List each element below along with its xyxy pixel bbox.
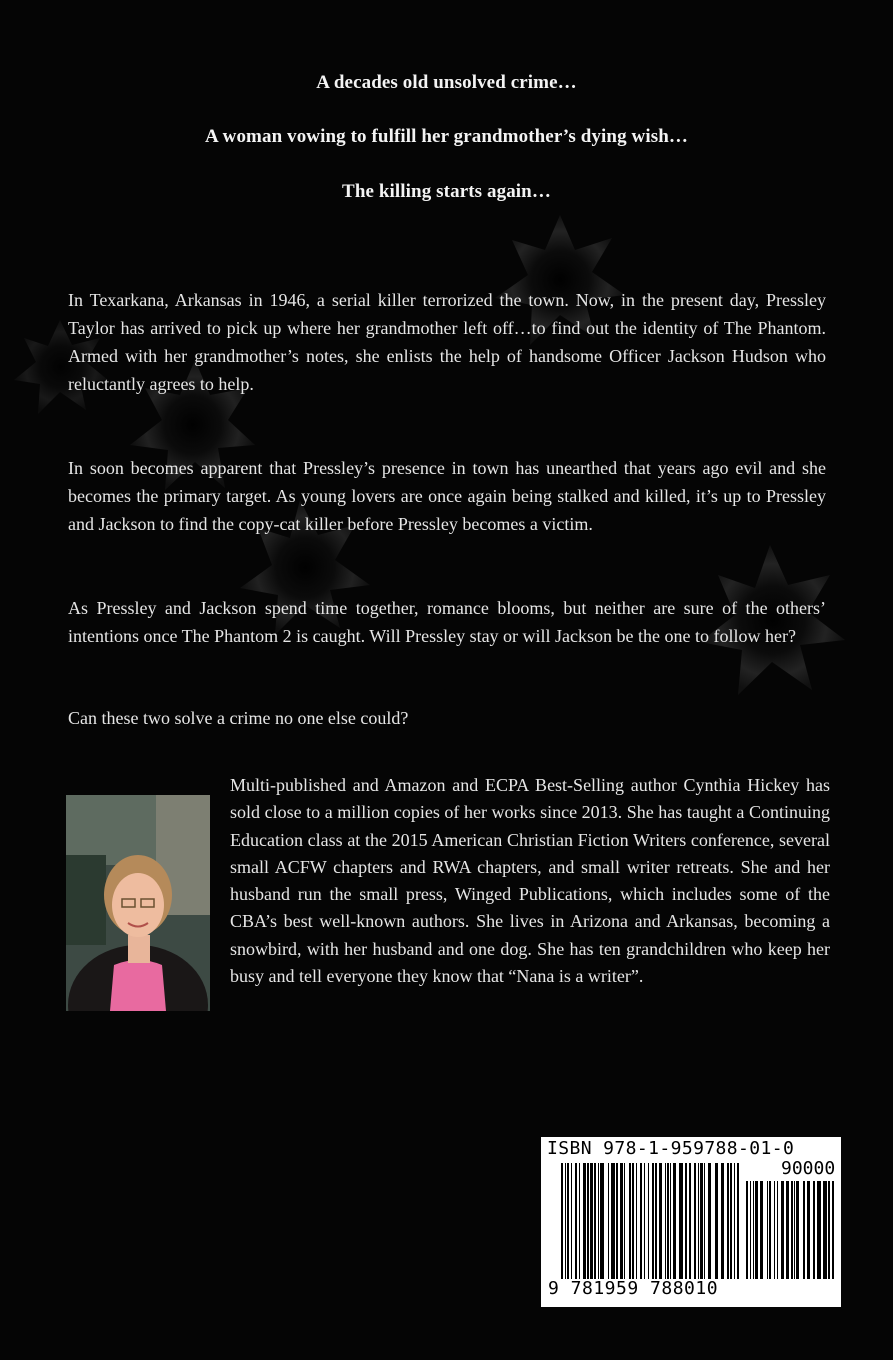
isbn-barcode	[541, 1137, 841, 1307]
tagline-3: The killing starts again…	[342, 181, 551, 202]
author-photo	[66, 795, 210, 1011]
price-code: 90000	[781, 1158, 836, 1179]
tagline-2: A woman vowing to fulfill her grandmother’s dying wish…	[205, 126, 688, 147]
isbn-label: ISBN 978-1-959788-01-0	[547, 1138, 795, 1159]
blurb-paragraph-2: In soon becomes apparent that Pressley’s presence in town has unearthed that years ago evil and she becomes the primary target. As young lovers are once again being stalked and killed, it’s up to Pressley and Jackson to find the copy-cat killer before Pressley becomes a victim.	[68, 458, 826, 534]
ean-digits: 9 781959 788010	[548, 1278, 719, 1299]
blurb-paragraph-4: Can these two solve a crime no one else could?	[68, 708, 409, 728]
blurb-paragraph-1: In Texarkana, Arkansas in 1946, a serial killer terrorized the town. Now, in the present day, Pressley Taylor has arrived to pick up where her grandmother left off…to find out the identity of The Phantom. Armed with her grandmother’s notes, she enlists the help of handsome Officer Jackson Hudson who reluctantly agrees to help.	[68, 290, 826, 394]
ean-bars	[561, 1163, 739, 1279]
price-addon-bars	[746, 1181, 834, 1279]
tagline-1: A decades old unsolved crime…	[316, 72, 577, 93]
blurb-paragraph-3: As Pressley and Jackson spend time together, romance blooms, but neither are sure of the others’ intentions once The Phantom 2 is caught. Will Pressley stay or will Jackson be the one to follow her?	[68, 598, 826, 646]
author-bio: Multi-published and Amazon and ECPA Best-Selling author Cynthia Hickey has sold close to a million copies of her works since 2013. She has taught a Continuing Education class at the 2015 American Christian Fiction Writers conference, several small ACFW chapters and RWA chapters, and small writer retreats. She and her husband run the small press, Winged Publications, which includes some of the CBA’s best well-known authors. She lives in Arizona and Arkansas, becoming a snowbird, with her husband and one dog. She has ten grandchildren who keep her busy and tell everyone they know that “Nana is a writer”.	[230, 775, 830, 987]
